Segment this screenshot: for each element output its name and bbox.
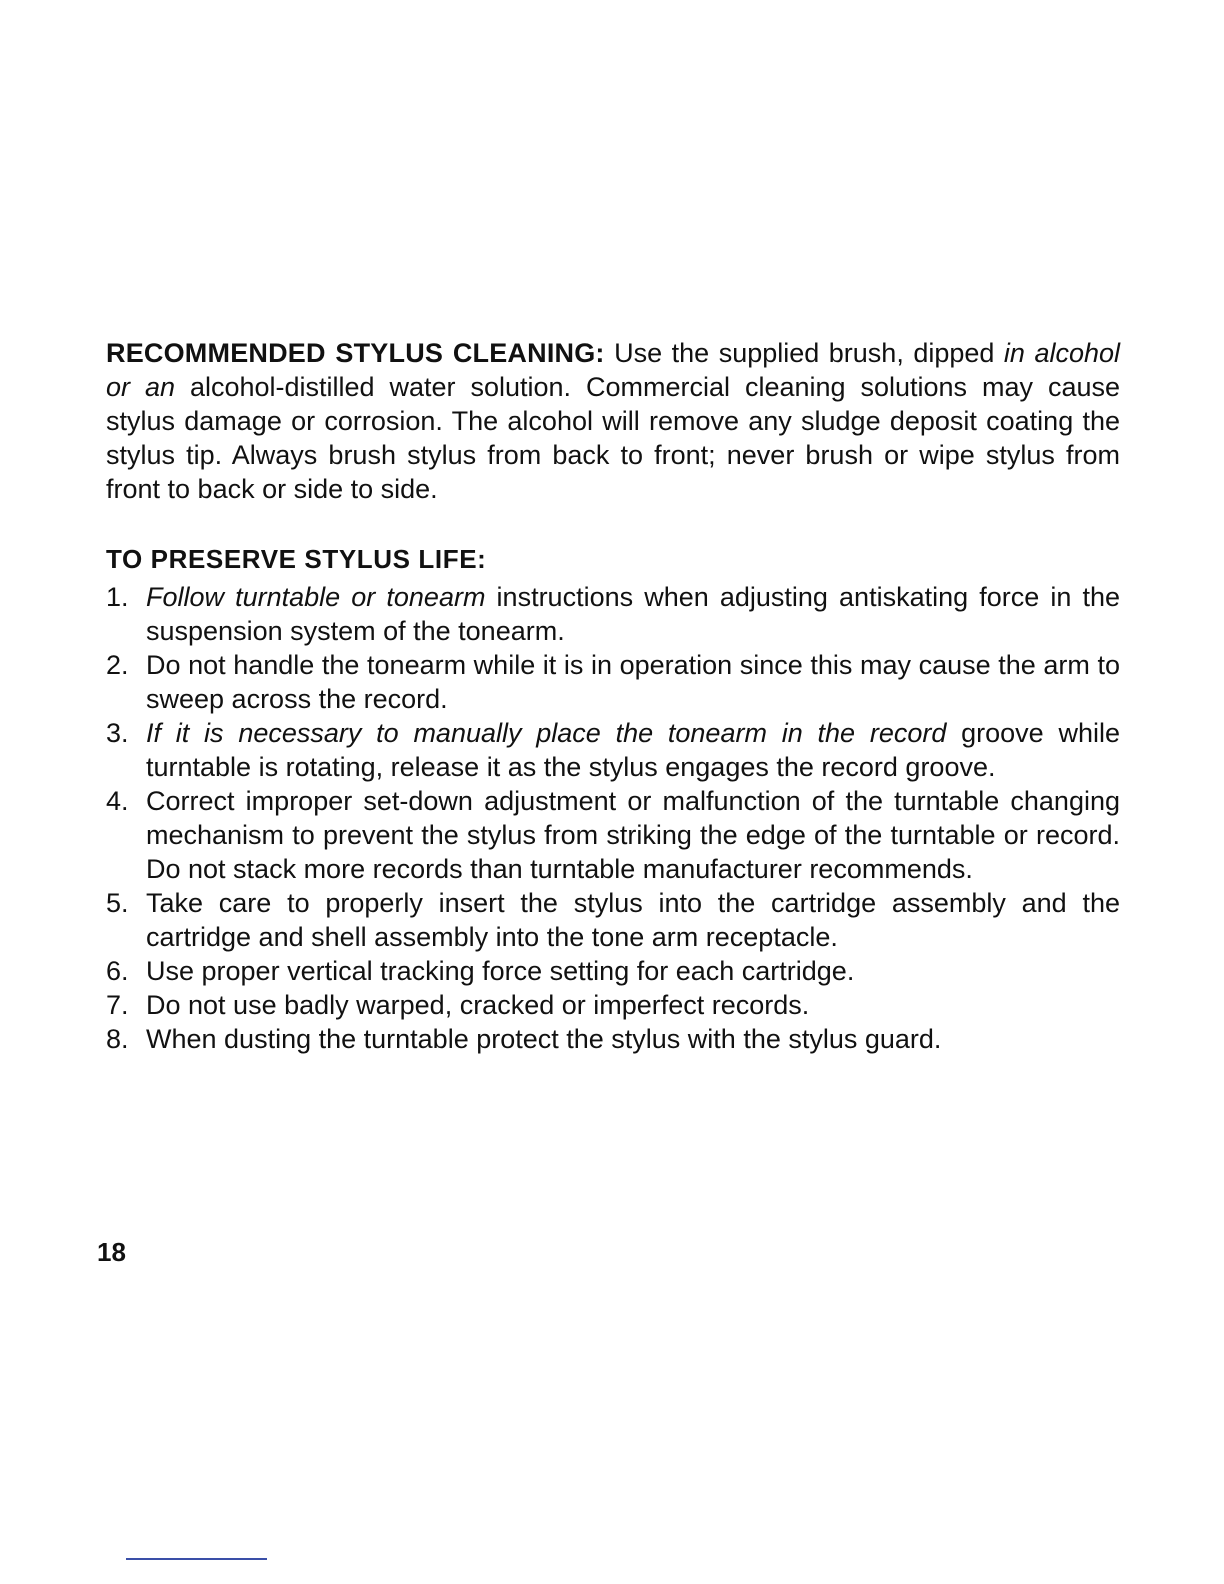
- list-item-number: 2.: [106, 650, 129, 680]
- list-item-number: 4.: [106, 786, 129, 816]
- list-item-italic: Follow turntable or tonearm: [146, 582, 486, 612]
- list-item-text: groove while turntable is rotating, release it as the stylus engages the record groove.: [146, 718, 1120, 782]
- list-item: [106, 784, 1120, 886]
- list-item: [106, 648, 1120, 716]
- list-item-number: 1.: [106, 582, 129, 612]
- list-item-text: Use proper vertical tracking force setting for each cartridge.: [146, 956, 855, 986]
- list-item-text: Do not use badly warped, cracked or imperfect records.: [146, 990, 810, 1020]
- list-item-text: When dusting the turntable protect the stylus with the stylus guard.: [146, 1024, 942, 1054]
- list-item-text: Do not handle the tonearm while it is in operation since this may cause the arm to sweep across the record.: [146, 650, 1120, 714]
- list-item-text: instructions when adjusting antiskating force in the suspension system of the tonearm.: [146, 582, 1120, 646]
- cleaning-text-rest: alcohol-distilled water solution. Commercial cleaning solutions may cause stylus damage or corrosion. The alcohol will remove any sludge deposit coating the stylus tip. Always brush stylus from back to front; never brush or wipe stylus from front to back or side to side.: [106, 372, 1120, 504]
- list-item-italic: If it is necessary to manually place the tonearm in the record: [146, 718, 947, 748]
- cleaning-text-italic: in alcohol or an: [106, 338, 1121, 402]
- list-item: [106, 1022, 1120, 1056]
- list-item: [106, 988, 1120, 1022]
- cleaning-paragraph: [106, 336, 1120, 506]
- list-item: [106, 716, 1120, 784]
- list-item-text: Correct improper set-down adjustment or malfunction of the turntable changing mechanism to prevent the stylus from striking the edge of the turntable or record. Do not stack more records than turntable manufacturer recommends.: [146, 786, 1120, 884]
- list-item-number: 5.: [106, 888, 129, 918]
- cleaning-text-start: Use the supplied brush, dipped: [604, 338, 1004, 368]
- page-number: 18: [97, 1237, 126, 1267]
- list-item: [106, 886, 1120, 954]
- list-item: [106, 954, 1120, 988]
- list-item: [106, 580, 1120, 648]
- preserve-list: [106, 580, 1120, 1056]
- manual-page-content: [106, 336, 1120, 1056]
- list-item-number: 8.: [106, 1024, 129, 1054]
- list-item-number: 7.: [106, 990, 129, 1020]
- cleaning-heading: RECOMMENDED STYLUS CLEANING:: [106, 338, 605, 368]
- list-item-number: 6.: [106, 956, 129, 986]
- preserve-heading: TO PRESERVE STYLUS LIFE:: [106, 544, 487, 574]
- footer-rule: [126, 1558, 267, 1560]
- list-item-number: 3.: [106, 718, 129, 748]
- list-item-text: Take care to properly insert the stylus into the cartridge assembly and the cartridge and shell assembly into the tone arm receptacle.: [146, 888, 1120, 952]
